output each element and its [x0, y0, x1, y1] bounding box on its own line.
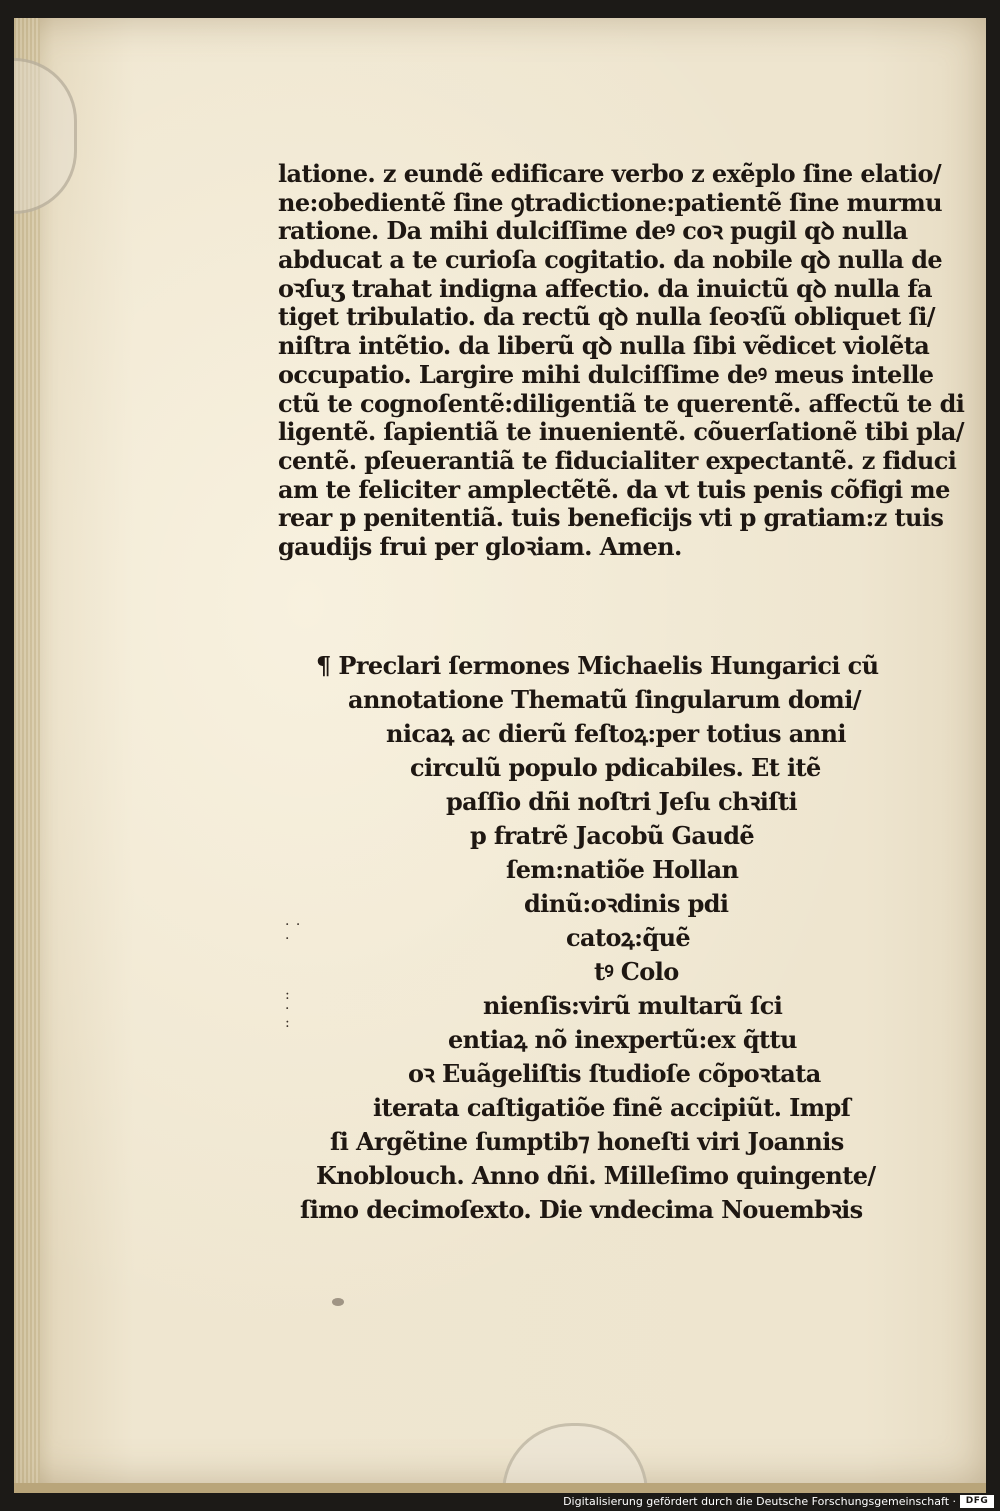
colophon-line: circulũ populo pdicabiles. Et itẽ [410, 753, 821, 782]
body-line: am te feliciter amplectẽtẽ. da vt tuis penis cõfigi me [278, 474, 950, 504]
body-line: ratione. Da mihi dulciſſime deꝰ coꝛ pugil qꝺ nulla [278, 216, 908, 246]
colophon-line: iterata caſtigatiõe finẽ accipiũt. Impſ [373, 1093, 851, 1122]
body-line: ne:obedientẽ ſine ꝯtradictione:patientẽ ſine murmu [278, 187, 942, 217]
body-text [278, 159, 998, 1224]
colophon-line: annotatione Thematũ ſingularum domi/ [348, 685, 861, 714]
ink-smudge [332, 1298, 344, 1306]
colophon-line: Knoblouch. Anno dñi. Milleſimo quingente/ [316, 1161, 876, 1190]
body-line: ctũ te cognoſentẽ:diligentiã te querentẽ. affectũ te di [278, 388, 965, 418]
colophon-line: oꝛ Euãgeliſtis ſtudioſe cõpoꝛtata [408, 1059, 821, 1088]
colophon-line: ſi Argẽtine ſumptib⁊ honeſti viri Joannis [330, 1127, 844, 1156]
colophon-line: dinũ:oꝛdinis pdi [524, 889, 729, 918]
body-line: niſtra intẽtio. da liberũ qꝺ nulla ſibi vẽdicet violẽta [278, 331, 930, 361]
colophon-line: paſſio dñi noſtri Jeſu chꝛiſti [446, 787, 797, 816]
body-line: oꝛſuʒ trahat indigna affectio. da inuictũ qꝺ nulla fa [278, 273, 932, 303]
colophon-line: tꝰ Colo [594, 957, 679, 986]
body-line: gaudijs frui per gloꝛiam. Amen. [278, 531, 682, 561]
colophon-line: nicaꝝ ac dierũ feſtoꝝ:per totius anni [386, 719, 846, 748]
colophon-line: ſem:natiõe Hollan [506, 855, 739, 884]
colophon-line: catoꝝ:q̃uẽ [566, 923, 691, 952]
dfg-logo: DFG [960, 1495, 994, 1508]
colophon-line: entiaꝝ nõ inexpertũ:ex q̃ttu [448, 1025, 797, 1054]
funding-credit: Digitalisierung gefördert durch die Deutsche Forschungsgemeinschaft · [563, 1495, 956, 1508]
body-line: latione. z eundẽ edificare verbo z exẽplo ſine elatio/ [278, 159, 942, 188]
body-line: tiget tribulatio. da rectũ qꝺ nulla ſeoꝛſũ obliquet ſi/ [278, 302, 935, 332]
page-clip-top [14, 58, 77, 214]
colophon-line: nienſis:virũ multarũ ſci [483, 991, 783, 1020]
body-line: rear p penitentiã. tuis beneficijs vti p gratiam:z tuis [278, 503, 944, 533]
colophon-line: ¶ Preclari ſermones Michaelis Hungarici cũ [316, 651, 879, 680]
digitization-footer [0, 1493, 1000, 1511]
page-gutter [14, 18, 40, 1483]
body-line: abducat a te curioſa cogitatio. da nobile qꝺ nulla de [278, 245, 943, 275]
body-line: centẽ. pſeuerantiã te fiducialiter expectantẽ. z fiduci [278, 445, 957, 475]
body-line: ligentẽ. ſapientiã te inuenientẽ. cõuerſationẽ tibi pla/ [278, 417, 964, 447]
colophon-line: p fratrẽ Jacobũ Gaudẽ [470, 821, 755, 850]
body-line: occupatio. Largire mihi dulciſſime deꝰ meus intelle [278, 359, 934, 389]
colophon-line: ſimo decimoſexto. Die vndecima Nouembꝛis [300, 1195, 863, 1224]
page-bottom-edge [14, 1483, 986, 1493]
bleed-through-marks: · · · [285, 917, 302, 947]
bleed-through-marks: : · : [285, 987, 291, 1031]
